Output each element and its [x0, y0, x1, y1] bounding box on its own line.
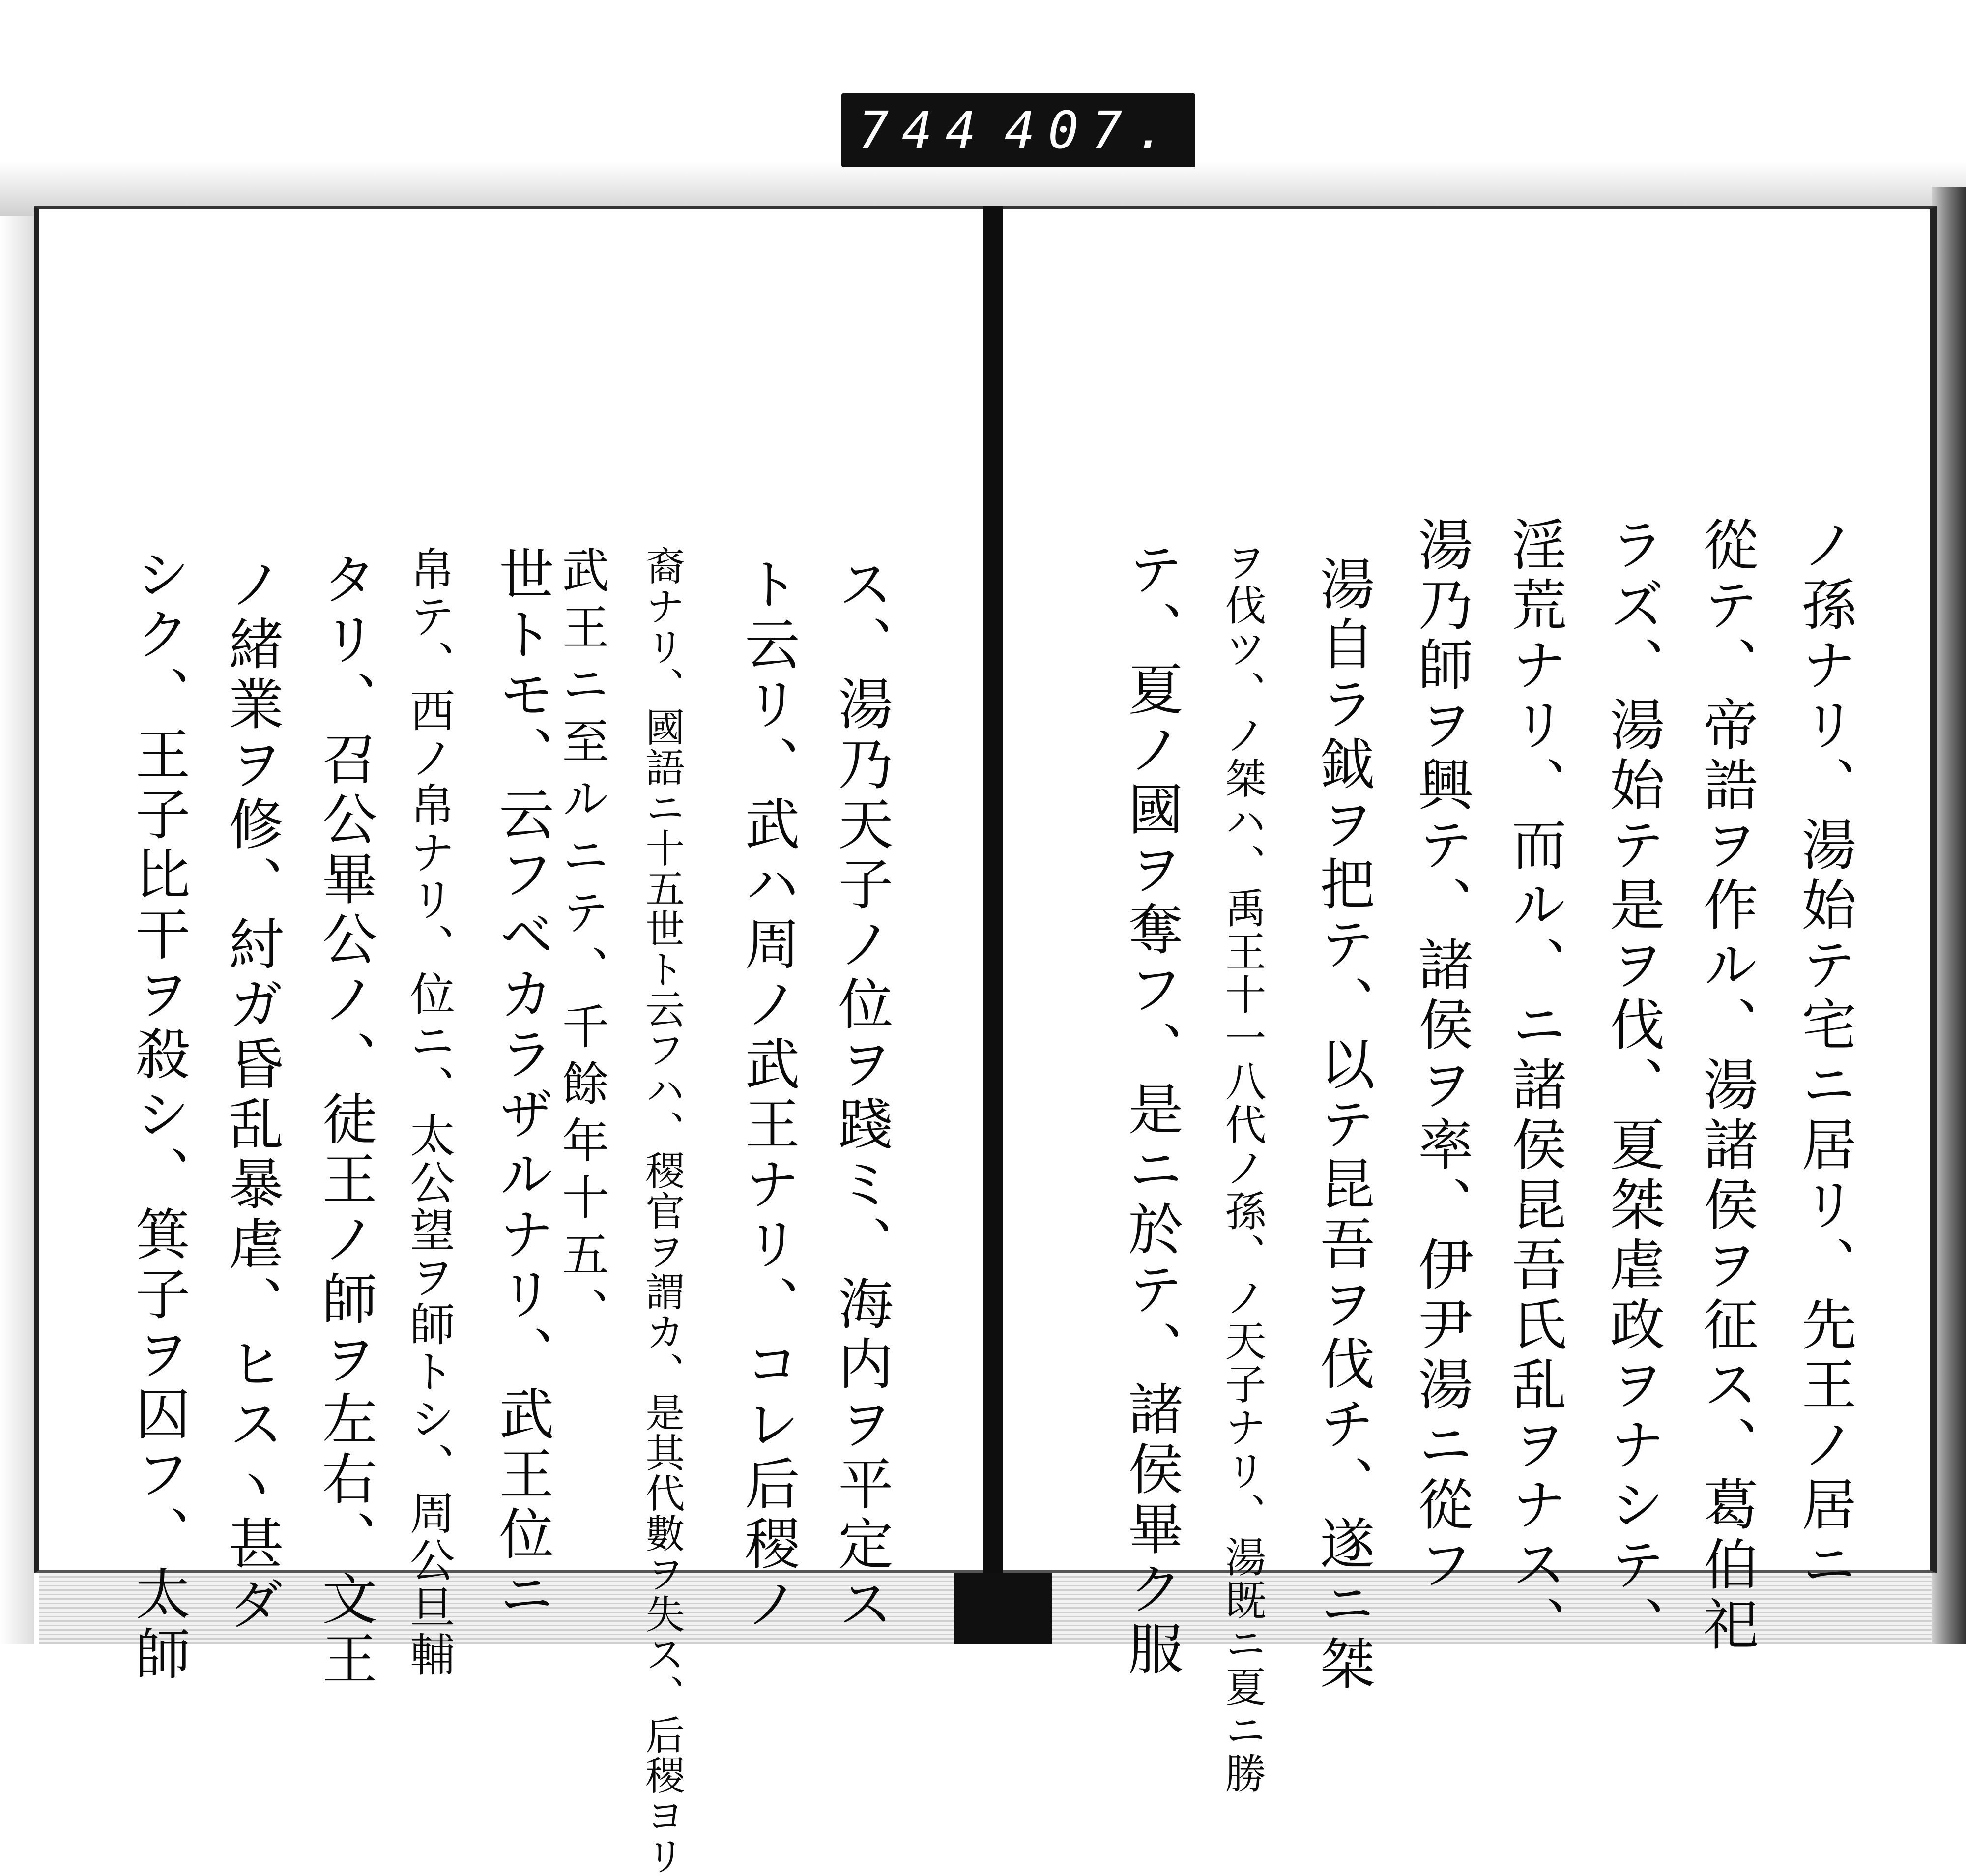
left-col-4: 武王ニ至ルニテ、千餘年十五、 [554, 546, 609, 1344]
left-col-3: 裔ナリ、國語ニ十五世ト云フハ、稷官ヲ謂カ、是其代數ヲ失ス、后稷ヨリ [639, 546, 685, 1876]
left-col-8: ノ緒業ヲ修、紂ガ昏乱暴虐、ヒスヽ甚ダ [220, 556, 284, 1635]
frame-number: 407. [1004, 100, 1179, 160]
microfilm-frame-label [841, 93, 1195, 167]
right-col-1: ノ孫ナリ、湯始テ宅ニ居リ、先王ノ居ニ [1793, 516, 1856, 1596]
right-col-2: 從テ、帝誥ヲ作ル、湯諸侯ヲ征ス、葛伯祀 [1694, 516, 1758, 1656]
left-col-1: ス、湯乃天子ノ位ヲ踐ミ、海内ヲ平定ス [829, 556, 893, 1635]
right-col-5: 湯乃師ヲ興テ、諸侯ヲ率、伊尹湯ニ從フ [1409, 516, 1473, 1596]
right-col-6: 湯自ラ鉞ヲ把テ、以テ昆吾ヲ伐チ、遂ニ桀 [1311, 556, 1375, 1695]
left-col-7: タリ、召公畢公ノ、徒王ノ師ヲ左右、文王 [313, 551, 377, 1690]
book-gutter [983, 206, 1003, 1644]
right-col-7: ヲ伐ツ、ノ桀ハ、禹王十一八代ノ孫、ノ天子ナリ、湯既ニ夏ニ勝 [1218, 541, 1267, 1795]
right-col-8: テ、夏ノ國ヲ奪フ、是ニ於テ、諸侯畢ク服 [1119, 541, 1183, 1680]
right-col-4: 淫荒ナリ、而ル、ニ諸侯昆吾氏乱ヲナス、 [1503, 516, 1566, 1656]
left-col-5: 世トモ、云フベカラザルナリ、武王位ニ [490, 546, 554, 1625]
left-col-9: シク、王子比干ヲ殺シ、箕子ヲ囚フ、太師 [126, 546, 190, 1685]
right-col-3: ラズ、湯始テ是ヲ伐、夏桀虐政ヲナシテ、 [1601, 516, 1665, 1656]
gutter-foot [954, 1573, 1052, 1644]
book-edge-right [1932, 187, 1966, 1644]
left-col-2: ト云リ、武ハ周ノ武王ナリ、コレ后稷ノ [736, 556, 800, 1635]
left-col-6: 帛テ、西ノ帛ナリ、位ニ、太公望ヲ師トシ、周公旦輔 [403, 546, 455, 1678]
scan-edge-left [0, 216, 34, 1644]
reel-number: 744 [858, 100, 989, 160]
